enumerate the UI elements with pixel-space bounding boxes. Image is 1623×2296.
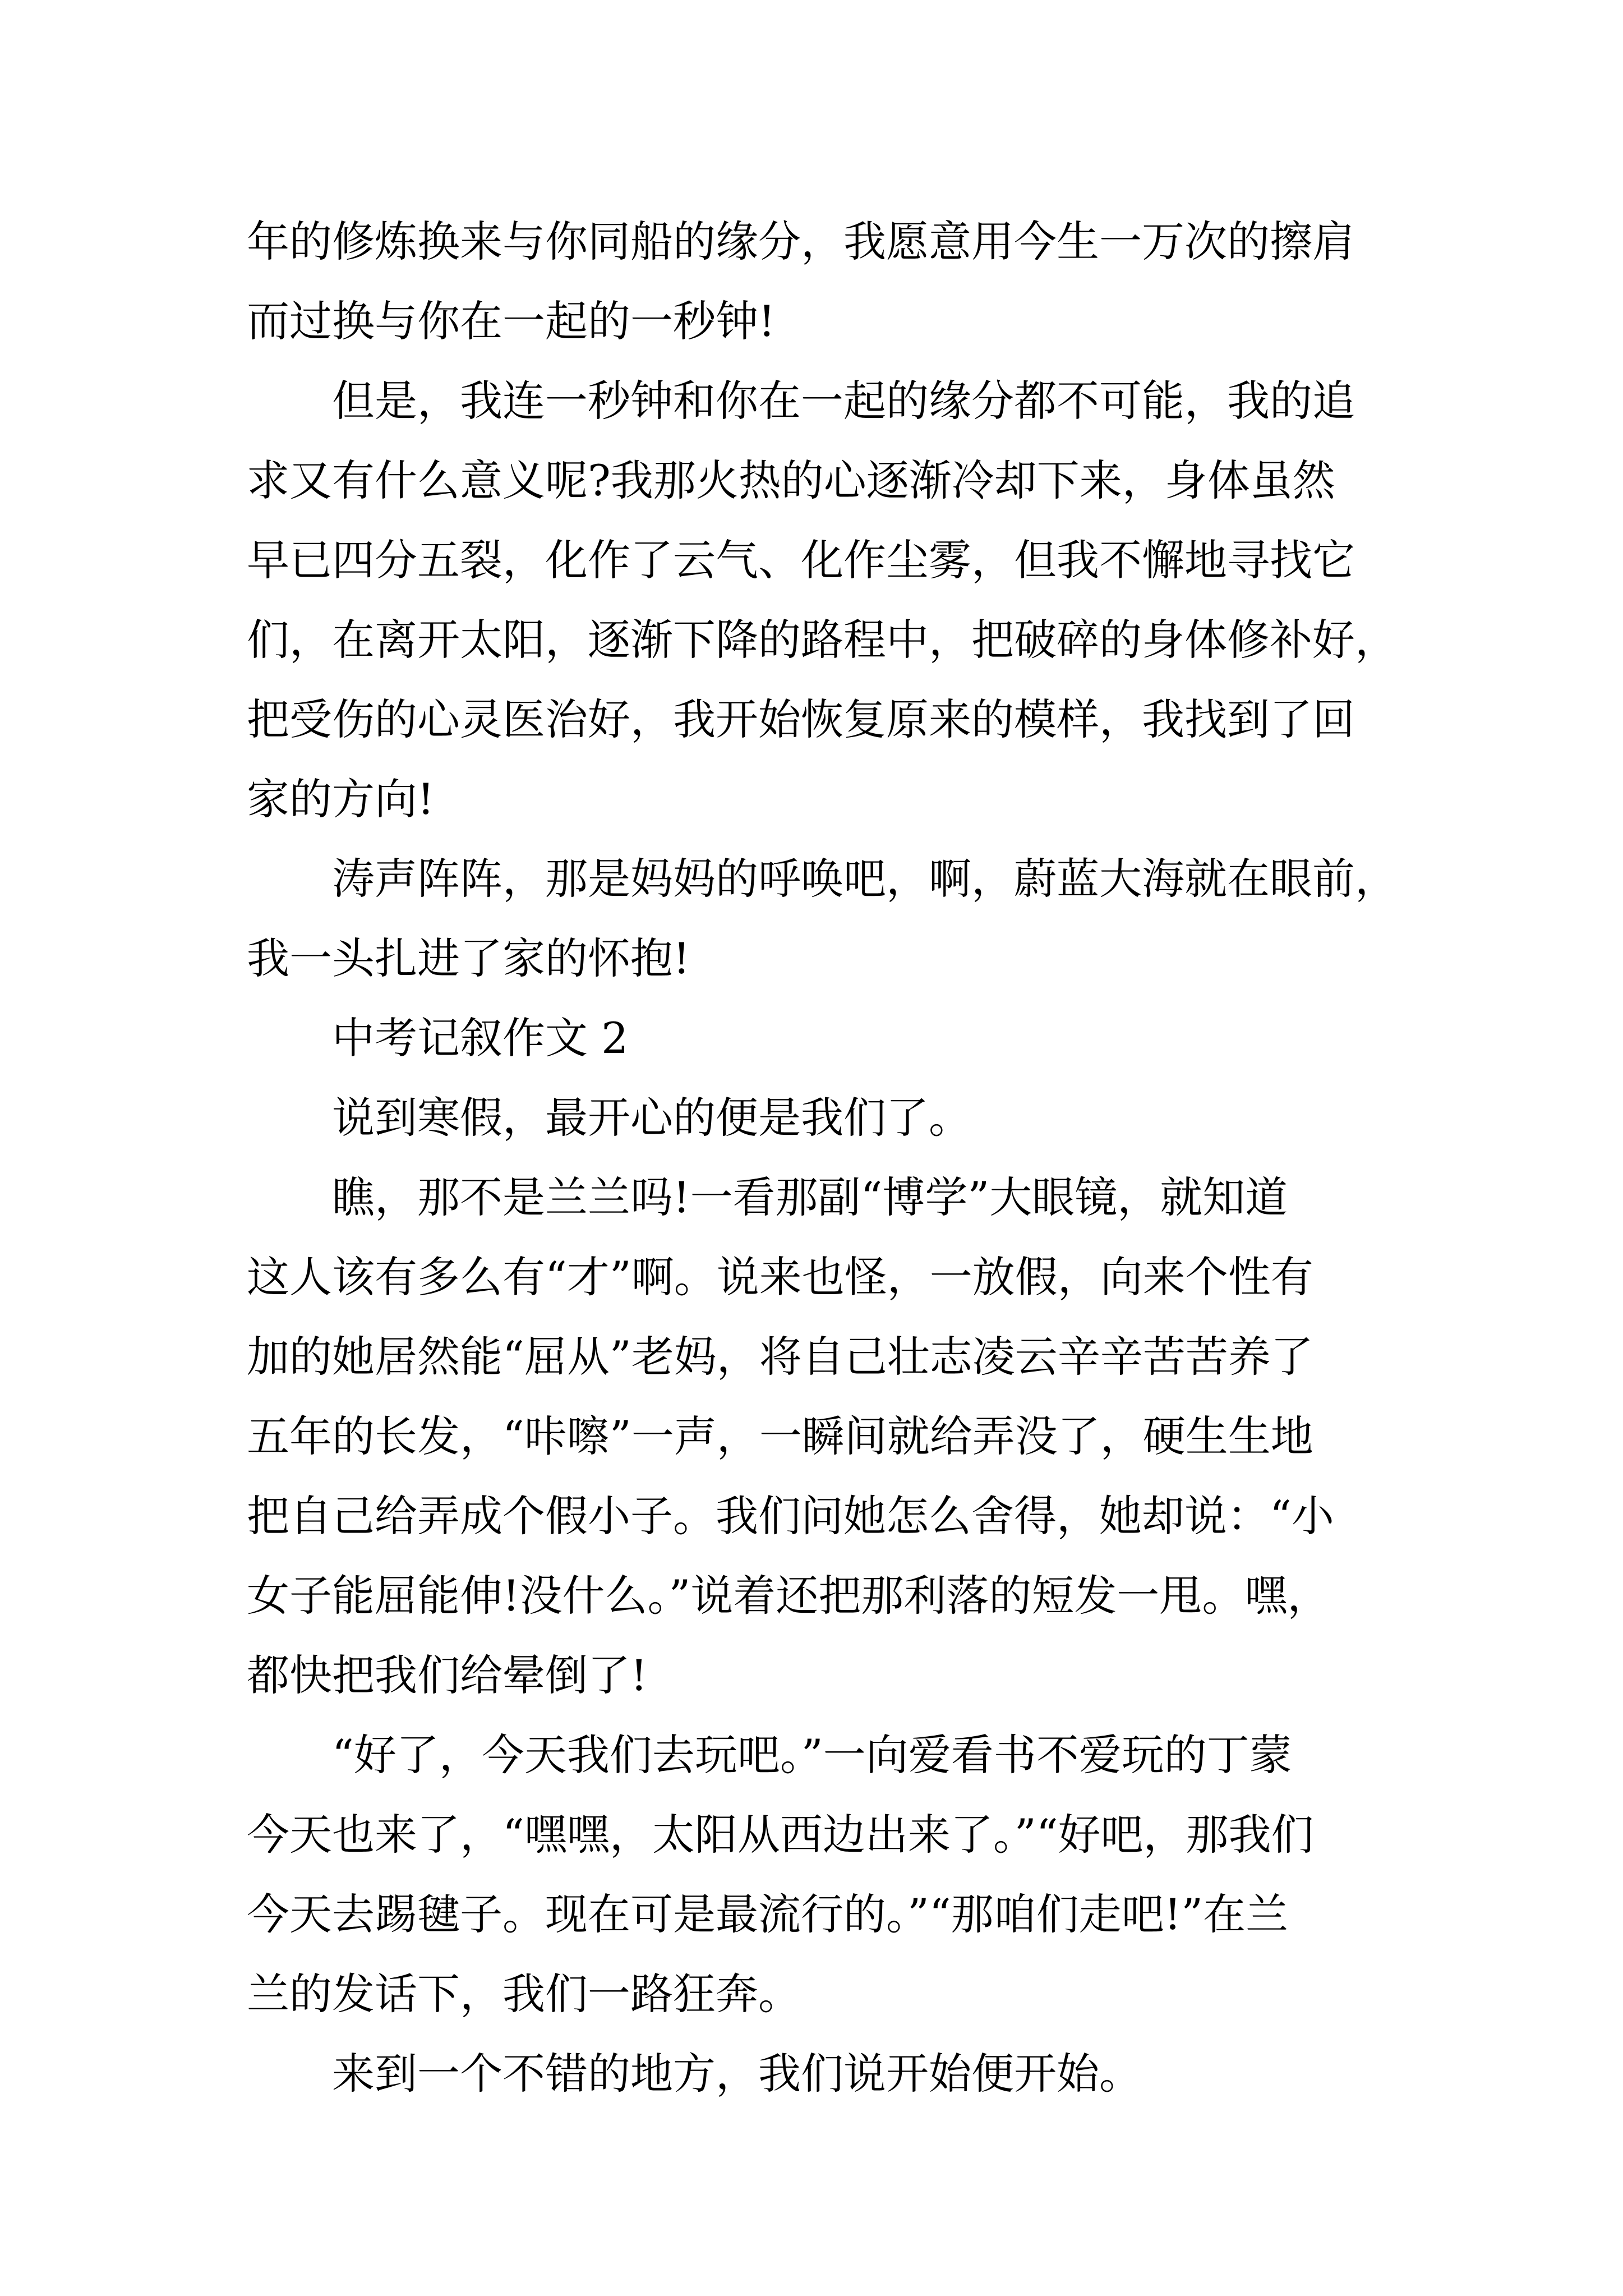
text-line: 今天去踢毽子。现在可是最流行的。”“那咱们走吧!”在兰 bbox=[247, 1889, 1289, 1939]
text-line: 早已四分五裂，化作了云气、化作尘雾，但我不懈地寻找它 bbox=[247, 535, 1355, 585]
text-line: 涛声阵阵，那是妈妈的呼唤吧，啊，蔚蓝大海就在眼前， bbox=[332, 854, 1398, 904]
text-line: 这人该有多么有“才”啊。说来也怪，一放假，向来个性有 bbox=[247, 1252, 1313, 1302]
text-line: 而过换与你在一起的一秒钟! bbox=[247, 296, 776, 346]
text-line: “好了，今天我们去玩吧。”一向爱看书不爱玩的丁蒙 bbox=[332, 1730, 1292, 1780]
text-line: 来到一个不错的地方，我们说开始便开始。 bbox=[332, 2049, 1142, 2099]
text-line: 把自己给弄成个假小子。我们问她怎么舍得，她却说：“小 bbox=[247, 1491, 1334, 1541]
text-line: 求又有什么意义呢?我那火热的心逐渐冷却下来，身体虽然 bbox=[247, 455, 1335, 505]
text-line: 女子能屈能伸!没什么。”说着还把那利落的短发一甩。嘿， bbox=[247, 1571, 1330, 1621]
text-line: 五年的长发，“咔嚓”一声，一瞬间就给弄没了，硬生生地 bbox=[247, 1411, 1313, 1461]
text-line: 我一头扎进了家的怀抱! bbox=[247, 933, 690, 983]
document-body bbox=[247, 202, 1398, 2114]
text-line: 兰的发话下，我们一路狂奔。 bbox=[247, 1969, 801, 2019]
text-line: 家的方向! bbox=[247, 774, 435, 824]
text-line: 今天也来了，“嘿嘿，太阳从西边出来了。”“好吧，那我们 bbox=[247, 1810, 1314, 1860]
text-line: 加的她居然能“屈从”老妈，将自己壮志凌云辛辛苦苦养了 bbox=[247, 1332, 1313, 1382]
text-line: 都快把我们给晕倒了! bbox=[247, 1650, 648, 1700]
text-line: 瞧，那不是兰兰吗!一看那副“博学”大眼镜，就知道 bbox=[332, 1172, 1288, 1222]
section-heading: 中考记叙作文 2 bbox=[332, 1013, 629, 1063]
text-line: 们，在离开太阳，逐渐下降的路程中，把破碎的身体修补好， bbox=[247, 615, 1398, 665]
text-line: 把受伤的心灵医治好，我开始恢复原来的模样，我找到了回 bbox=[247, 694, 1355, 744]
text-line: 说到寒假，最开心的便是我们了。 bbox=[332, 1093, 971, 1143]
text-line: 但是，我连一秒钟和你在一起的缘分都不可能，我的追 bbox=[332, 376, 1355, 426]
text-line: 年的修炼换来与你同船的缘分，我愿意用今生一万次的擦肩 bbox=[247, 217, 1355, 266]
